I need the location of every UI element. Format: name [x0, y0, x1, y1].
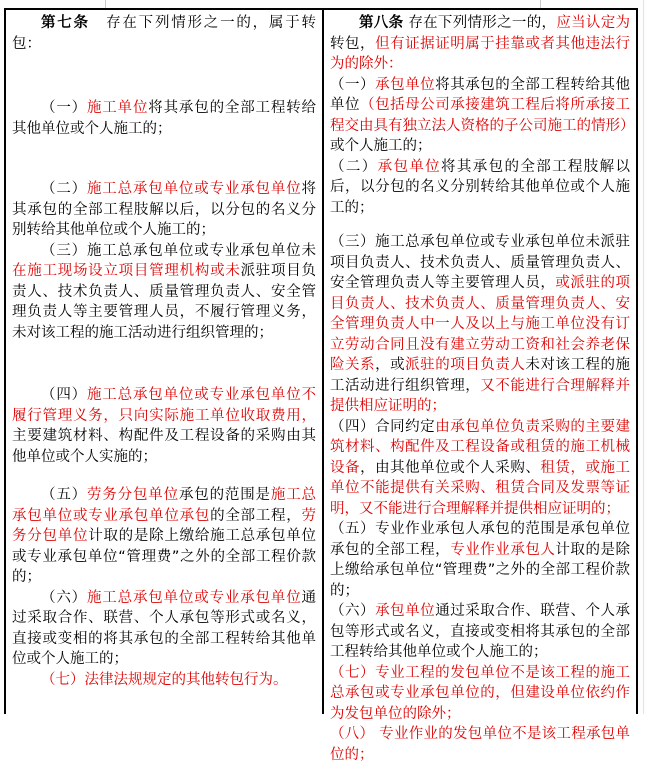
paragraph [12, 98, 316, 139]
paragraph [330, 157, 630, 219]
text-run: 将其承包的全部工程肢解以后，以分包的名义分别转给其他单位或个人施工的； [12, 181, 317, 238]
text-run: （四）合同约定 [330, 418, 436, 435]
highlighted-text-run: 或派驻的项目负责人、技术负责人、质量管理负责人、安全管理负责人中一人及以上与施工单位没有订立劳动合同且没有建立劳动工资和社会养老保险关系 [330, 275, 631, 373]
highlighted-text-run: 应当认定为 [556, 15, 631, 31]
highlighted-text-run: 施工总承包单位或专业承包单位 [86, 589, 302, 606]
highlighted-text-run: 承包单位 [375, 603, 436, 619]
highlighted-text-run: 施工总承包单位或专业承包单位不履行管理义务，只向实际施工单位收取费用， [12, 387, 317, 424]
table-grid-mark [105, 0, 106, 8]
article-8-cell [324, 10, 636, 763]
paragraph [12, 241, 316, 344]
highlighted-text-run: （七）法律法规规定的其他转包行为。 [41, 671, 288, 688]
paragraph [12, 485, 316, 588]
highlighted-text-run: 专业作业承包人 [450, 541, 556, 558]
text-run: （六） [330, 603, 376, 619]
paragraph [330, 601, 630, 663]
paragraph [12, 385, 316, 467]
highlighted-text-run: （八） 专业作业的发包单位不是该工程承包单位的； [330, 726, 630, 763]
text-run: 的全部工程， [210, 507, 302, 524]
paragraph [330, 519, 630, 601]
text-run: （三）施工总承包单位或专业承包单位未派驻项目负责人、技术负责人、质量管理负责人、安全管理负责人等主要管理人员， [330, 234, 630, 291]
paragraph [12, 588, 316, 670]
highlighted-text-run: （包括母公司承接建筑工程后将所承接工程交由具有独立法人资格的子公司施工的情形） [330, 97, 635, 134]
table-grid-mark [540, 0, 541, 8]
text-run: 或个人施工的； [330, 138, 432, 154]
highlighted-text-run: 施工总承包单位或专业承包单位承包 [12, 487, 317, 524]
text-run: 计取的是除上缴给承包单位“管理费”之外的全部工程价款的； [330, 541, 631, 599]
highlighted-text-run: 劳务分包单位 [86, 487, 179, 503]
text-run: ，或 [375, 357, 406, 373]
highlighted-text-run: 承包单位 [377, 158, 442, 175]
text-run: 第七条 [41, 15, 90, 31]
paragraph [330, 663, 630, 725]
highlighted-text-run: 在施工现场设立项目管理机构或未 [12, 263, 241, 279]
highlighted-text-run: （七）专业工程的发包单位不是该工程的施工总承包或专业承包单位的，但建设单位依约作为发包单位的除外； [330, 664, 630, 722]
article-7-cell [6, 10, 324, 714]
text-run: （一） [330, 76, 376, 93]
text-run: 承包的范围是 [178, 487, 271, 503]
text-run: 通过采取合作、联营、个人承包等形式或名义，直接或变相的将其承包的全部工程转给其他单位或个人施工的； [12, 589, 317, 667]
highlighted-text-run: 但有证据证明属于挂靠或者其他违法行为的除外： [330, 35, 631, 72]
highlighted-text-run: 租赁，或施工单位不能提供有关采购、租赁合同及发票等证明，又不能进行合理解释并提供相应证明的； [330, 459, 631, 517]
text-run: 将其承包的全部工程肢解以后，以分包的名义分别转给其他单位或个人施工的； [330, 158, 631, 216]
text-run: （二） [41, 181, 87, 197]
paragraph [330, 75, 635, 157]
comparison-table [4, 8, 638, 763]
text-run: 计取的是除上缴给施工总承包单位或专业承包单位“管理费”之外的全部工程价款的； [12, 528, 317, 585]
paragraph [12, 670, 316, 691]
highlighted-text-run: 劳务分 [12, 507, 316, 544]
paragraph [12, 179, 316, 241]
paragraph [330, 232, 630, 417]
text-run: 派驻项目负责人、技术负责人、质量管理负责人、安全管理负责人等主要管理人员，不履行管理义务，未对该工程的施工活动进行组织管理的； [12, 263, 317, 341]
text-run: 转包， [330, 35, 376, 52]
text-run: （五） [41, 487, 87, 503]
highlighted-text-run: 由承包单位负责采购的主要建筑材料、构配件及工程设备或租赁的施工机械设备 [330, 418, 631, 476]
paragraph [12, 13, 316, 54]
text-run: 第八条 [359, 15, 404, 31]
highlighted-text-run: 承包单位 [375, 76, 436, 93]
text-run: 主要建筑材料、构配件及工程设备的采购由其他单位或个人实施的； [12, 428, 316, 465]
text-run: 将其承包的全部工程转给其他单位 [330, 76, 631, 113]
text-run: 存在下列情形之一的， [403, 15, 557, 31]
text-run: （二） [330, 158, 378, 175]
highlighted-text-run: 又不能进行合理解释并提供相应证明的； [330, 377, 631, 414]
text-run: （五）专业作业承包人承包的范围是承包单位承包的全部工程， [330, 521, 630, 558]
highlighted-text-run: 施工单位 [86, 100, 149, 116]
text-run: 存在下列情形之一的，属于转包： [12, 15, 316, 52]
paragraph [330, 13, 630, 75]
text-run: 将其承包的全部工程转给其他单位或个人施工的； [12, 100, 317, 137]
text-run: （三）施工总承包单位或专业承包单位未 [41, 242, 316, 259]
paragraph [330, 724, 630, 765]
text-run: 通过采取合作、联营、个人承包等形式或名义，直接或变相将其承包的全部工程转给其他单位或个人施工的； [330, 603, 631, 660]
paragraph [330, 417, 630, 520]
text-run: 未对该工程的施工活动进行组织管理， [330, 357, 631, 394]
highlighted-text-run: 包单位 [42, 528, 89, 544]
text-run: ，由其他单位或个人采购、 [360, 459, 541, 476]
page-edge-line [643, 0, 644, 714]
text-run: （六） [41, 589, 87, 606]
highlighted-text-run: 派驻的项目负责人 [405, 357, 526, 373]
text-run: （一） [41, 100, 87, 116]
text-run: （四） [41, 387, 87, 403]
highlighted-text-run: 施工总承包单位或专业承包单位 [86, 181, 302, 197]
